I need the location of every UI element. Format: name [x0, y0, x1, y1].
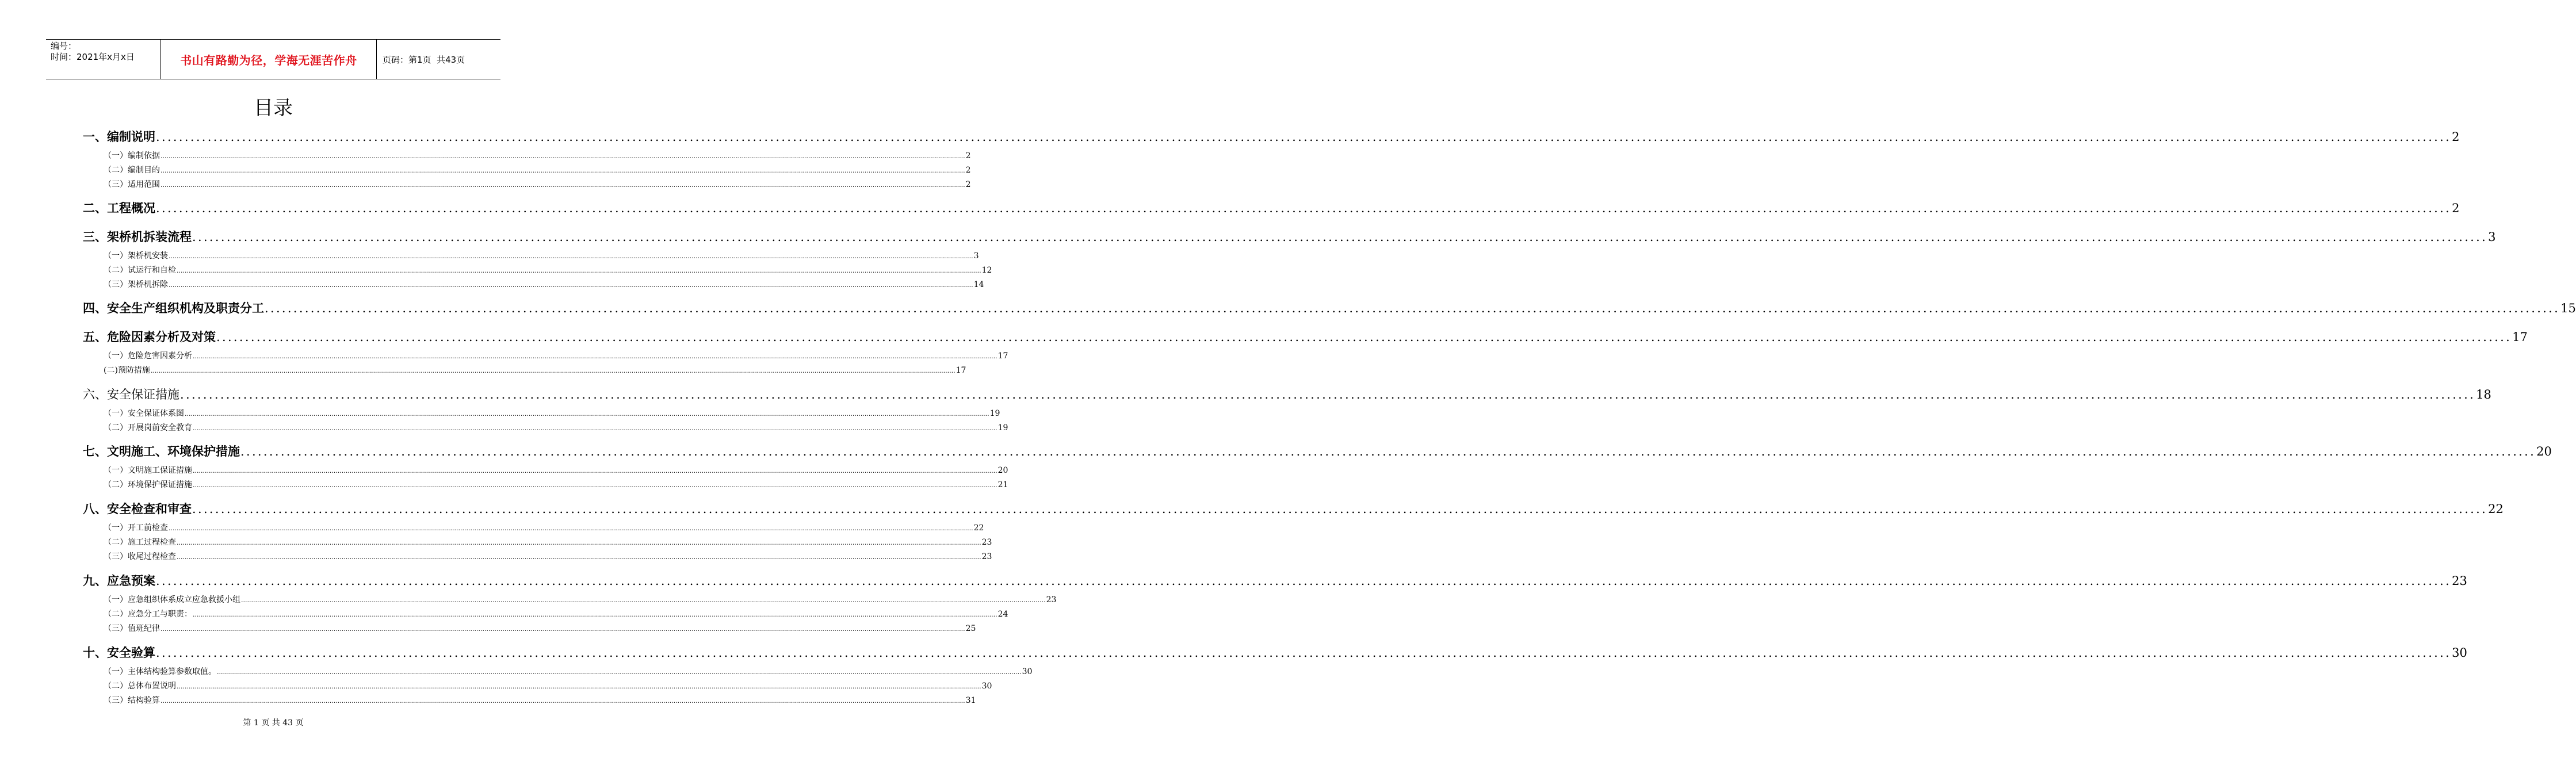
toc-section[interactable]: [104, 694, 976, 706]
toc-entry-title: （一）编制依据: [104, 151, 160, 160]
toc-chapter[interactable]: [83, 644, 2467, 661]
toc-section[interactable]: [104, 665, 1033, 677]
toc-section[interactable]: [104, 608, 1008, 619]
toc-entry-page: 20: [997, 466, 1008, 475]
toc-leader-dots: ................................................................................................................................................................................................................................................................................................................................................................................................................: [156, 201, 2452, 215]
toc-leader-dots: ................................................................................................................................................................................................................................................................................................................................................................................................................: [265, 301, 2560, 315]
toc-entry-page: 25: [965, 624, 976, 633]
toc-chapter[interactable]: [83, 500, 2504, 517]
toc-chapter[interactable]: [83, 228, 2496, 245]
toc-entry-page: 18: [2476, 388, 2491, 401]
toc-section[interactable]: [104, 164, 971, 175]
toc-entry-page: 17: [997, 351, 1008, 361]
toc-leader-dots: ................................................................................................................................................................................................................................................................................................................................................................................................................: [177, 683, 981, 690]
toc-entry-page: 2: [2452, 201, 2460, 215]
toc-entry-page: 30: [2452, 646, 2467, 660]
toc-leader-dots: ................................................................................................................................................................................................................................................................................................................................................................................................................: [160, 697, 965, 705]
header-number: 编号：: [51, 41, 77, 51]
toc-entry-title: （一）安全保证体系图: [104, 409, 184, 418]
toc-entry-title: 四、安全生产组织机构及职责分工: [83, 301, 264, 315]
toc-chapter[interactable]: [83, 572, 2467, 589]
toc-entry-title: 五、危险因素分析及对策: [83, 330, 216, 344]
toc-leader-dots: ................................................................................................................................................................................................................................................................................................................................................................................................................: [160, 167, 965, 174]
toc-leader-dots: ................................................................................................................................................................................................................................................................................................................................................................................................................: [177, 267, 981, 274]
toc-entry-title: 一、编制说明: [83, 130, 155, 144]
toc-leader-dots: ................................................................................................................................................................................................................................................................................................................................................................................................................: [160, 625, 965, 633]
toc-leader-dots: ................................................................................................................................................................................................................................................................................................................................................................................................................: [177, 539, 981, 546]
toc-entry-title: （一）开工前检查: [104, 523, 168, 533]
toc-entry-page: 19: [989, 409, 1000, 418]
toc-leader-dots: ................................................................................................................................................................................................................................................................................................................................................................................................................: [156, 130, 2452, 144]
toc-leader-dots: ................................................................................................................................................................................................................................................................................................................................................................................................................: [169, 281, 973, 289]
header-time: 时间：2021年x月x日: [51, 52, 135, 62]
toc-entry-title: （一）应急组织体系成立应急救援小组: [104, 595, 240, 604]
toc-entry-page: 24: [997, 610, 1008, 619]
toc-section[interactable]: [104, 536, 992, 548]
toc-leader-dots: ................................................................................................................................................................................................................................................................................................................................................................................................................: [160, 152, 965, 160]
toc-entry-title: 十、安全验算: [83, 646, 155, 660]
toc-entry-title: （二）总体布置说明: [104, 682, 176, 691]
toc-leader-dots: ................................................................................................................................................................................................................................................................................................................................................................................................................: [192, 502, 2488, 516]
toc-leader-dots: ................................................................................................................................................................................................................................................................................................................................................................................................................: [160, 181, 965, 189]
toc-leader-dots: ................................................................................................................................................................................................................................................................................................................................................................................................................: [169, 252, 973, 260]
toc-chapter[interactable]: [83, 128, 2460, 145]
toc-leader-dots: ................................................................................................................................................................................................................................................................................................................................................................................................................: [240, 445, 2536, 458]
toc-entry-page: 22: [2488, 502, 2504, 516]
toc-leader-dots: ................................................................................................................................................................................................................................................................................................................................................................................................................: [156, 574, 2452, 588]
toc-section[interactable]: [104, 479, 1008, 490]
page-header: [46, 39, 500, 79]
toc-entry-page: 21: [997, 480, 1008, 489]
toc-leader-dots: ................................................................................................................................................................................................................................................................................................................................................................................................................: [169, 525, 973, 532]
toc-entry-page: 14: [973, 280, 984, 289]
toc-entry-page: 2: [965, 151, 971, 160]
toc-leader-dots: ................................................................................................................................................................................................................................................................................................................................................................................................................: [180, 388, 2476, 401]
toc-leader-dots: ................................................................................................................................................................................................................................................................................................................................................................................................................: [216, 330, 2512, 344]
toc-leader-dots: ................................................................................................................................................................................................................................................................................................................................................................................................................: [177, 553, 981, 561]
toc-entry-page: 23: [981, 538, 992, 547]
toc-entry-title: 二、工程概况: [83, 201, 155, 215]
toc-entry-page: 30: [1022, 667, 1033, 676]
toc-leader-dots: ................................................................................................................................................................................................................................................................................................................................................................................................................: [193, 611, 997, 618]
footer-page-number: 第 1 页 共 43 页: [243, 718, 304, 728]
toc-section[interactable]: [104, 594, 1057, 605]
toc-entry-page: 20: [2536, 445, 2552, 458]
toc-section[interactable]: [104, 422, 1008, 433]
toc-section[interactable]: [104, 250, 979, 261]
toc-leader-dots: ................................................................................................................................................................................................................................................................................................................................................................................................................: [150, 367, 956, 374]
toc-entry-page: 15: [2560, 301, 2576, 315]
toc-entry-page: 31: [965, 696, 976, 705]
toc-section[interactable]: [104, 464, 1008, 476]
toc-entry-page: 17: [2512, 330, 2528, 344]
toc-section[interactable]: [104, 680, 992, 691]
toc-entry-page: 17: [956, 366, 966, 375]
toc-section[interactable]: [104, 522, 984, 533]
toc-chapter[interactable]: [83, 199, 2460, 216]
toc-entry-page: 23: [1046, 595, 1057, 604]
doc-title: 目录: [254, 97, 293, 120]
toc-entry-title: （一）架桥机安装: [104, 251, 168, 261]
toc-section[interactable]: [104, 407, 1000, 419]
header-motto: 书山有路勤为径，学海无涯苦作舟: [161, 40, 377, 79]
toc-section[interactable]: [104, 622, 976, 634]
toc-entry-title: （二）编制目的: [104, 166, 160, 175]
toc-leader-dots: ................................................................................................................................................................................................................................................................................................................................................................................................................: [217, 668, 1022, 676]
toc-section[interactable]: [104, 264, 992, 275]
header-meta: [46, 40, 161, 79]
toc-section[interactable]: [104, 550, 992, 562]
toc-entry-title: （一）文明施工保证措施: [104, 466, 192, 475]
toc-entry-title: （三）架桥机拆除: [104, 280, 168, 289]
toc-entry-page: 12: [981, 266, 992, 275]
toc-entry-page: 2: [965, 180, 971, 189]
toc-entry-title: (二)预防措施: [104, 366, 150, 375]
page-footer: [0, 717, 546, 728]
toc-entry-title: 九、应急预案: [83, 574, 155, 588]
toc-leader-dots: ................................................................................................................................................................................................................................................................................................................................................................................................................: [192, 230, 2488, 244]
toc-leader-dots: ................................................................................................................................................................................................................................................................................................................................................................................................................: [193, 481, 997, 489]
toc-entry-title: （二）施工过程检查: [104, 538, 176, 547]
toc-entry-page: 3: [2488, 230, 2496, 244]
toc-entry-title: （二）应急分工与职责：: [104, 610, 192, 619]
toc-chapter[interactable]: [83, 385, 2491, 403]
toc-entry-title: 八、安全检查和审查: [83, 502, 192, 516]
header-page-info-text: 页码：第1页 共43页: [383, 54, 465, 65]
toc-entry-title: （一）主体结构验算参数取值。: [104, 667, 216, 676]
toc-leader-dots: ................................................................................................................................................................................................................................................................................................................................................................................................................: [241, 596, 1046, 604]
toc-entry-title: （一）危险危害因素分析: [104, 351, 192, 361]
toc-leader-dots: ................................................................................................................................................................................................................................................................................................................................................................................................................: [185, 410, 989, 418]
toc-entry-page: 3: [973, 251, 979, 261]
toc-entry-page: 30: [981, 682, 992, 691]
toc-entry-title: （二）开展岗前安全教育: [104, 423, 192, 433]
toc-entry-page: 19: [997, 423, 1008, 433]
toc-entry-title: 三、架桥机拆装流程: [83, 230, 192, 244]
toc-entry-page: 22: [973, 523, 984, 533]
toc-entry-title: （二）试运行和自检: [104, 266, 176, 275]
toc-entry-title: 七、文明施工、环境保护措施: [83, 445, 240, 458]
toc-entry-title: （三）适用范围: [104, 180, 160, 189]
toc-chapter[interactable]: [83, 442, 2552, 460]
toc-section[interactable]: [104, 364, 966, 376]
toc-leader-dots: ................................................................................................................................................................................................................................................................................................................................................................................................................: [193, 353, 997, 360]
toc-chapter[interactable]: [83, 299, 2576, 316]
toc-section[interactable]: [104, 350, 1008, 361]
toc-section[interactable]: [104, 178, 971, 190]
toc-leader-dots: ................................................................................................................................................................................................................................................................................................................................................................................................................: [156, 646, 2452, 660]
toc-section[interactable]: [104, 150, 971, 161]
toc-entry-title: （二）环境保护保证措施: [104, 480, 192, 489]
toc-chapter[interactable]: [83, 328, 2528, 345]
toc-entry-page: 2: [2452, 130, 2460, 144]
toc-section[interactable]: [104, 278, 984, 290]
header-page-info: [377, 40, 500, 79]
toc-entry-title: 六、安全保证措施: [83, 388, 179, 401]
toc-entry-page: 23: [981, 552, 992, 561]
toc-entry-page: 23: [2452, 574, 2467, 588]
toc-leader-dots: ................................................................................................................................................................................................................................................................................................................................................................................................................: [193, 467, 997, 474]
toc-entry-page: 2: [965, 166, 971, 175]
toc-entry-title: （三）收尾过程检查: [104, 552, 176, 561]
toc-entry-title: （三）结构验算: [104, 696, 160, 705]
toc-entry-title: （三）值班纪律: [104, 624, 160, 633]
toc-leader-dots: ................................................................................................................................................................................................................................................................................................................................................................................................................: [193, 424, 997, 432]
